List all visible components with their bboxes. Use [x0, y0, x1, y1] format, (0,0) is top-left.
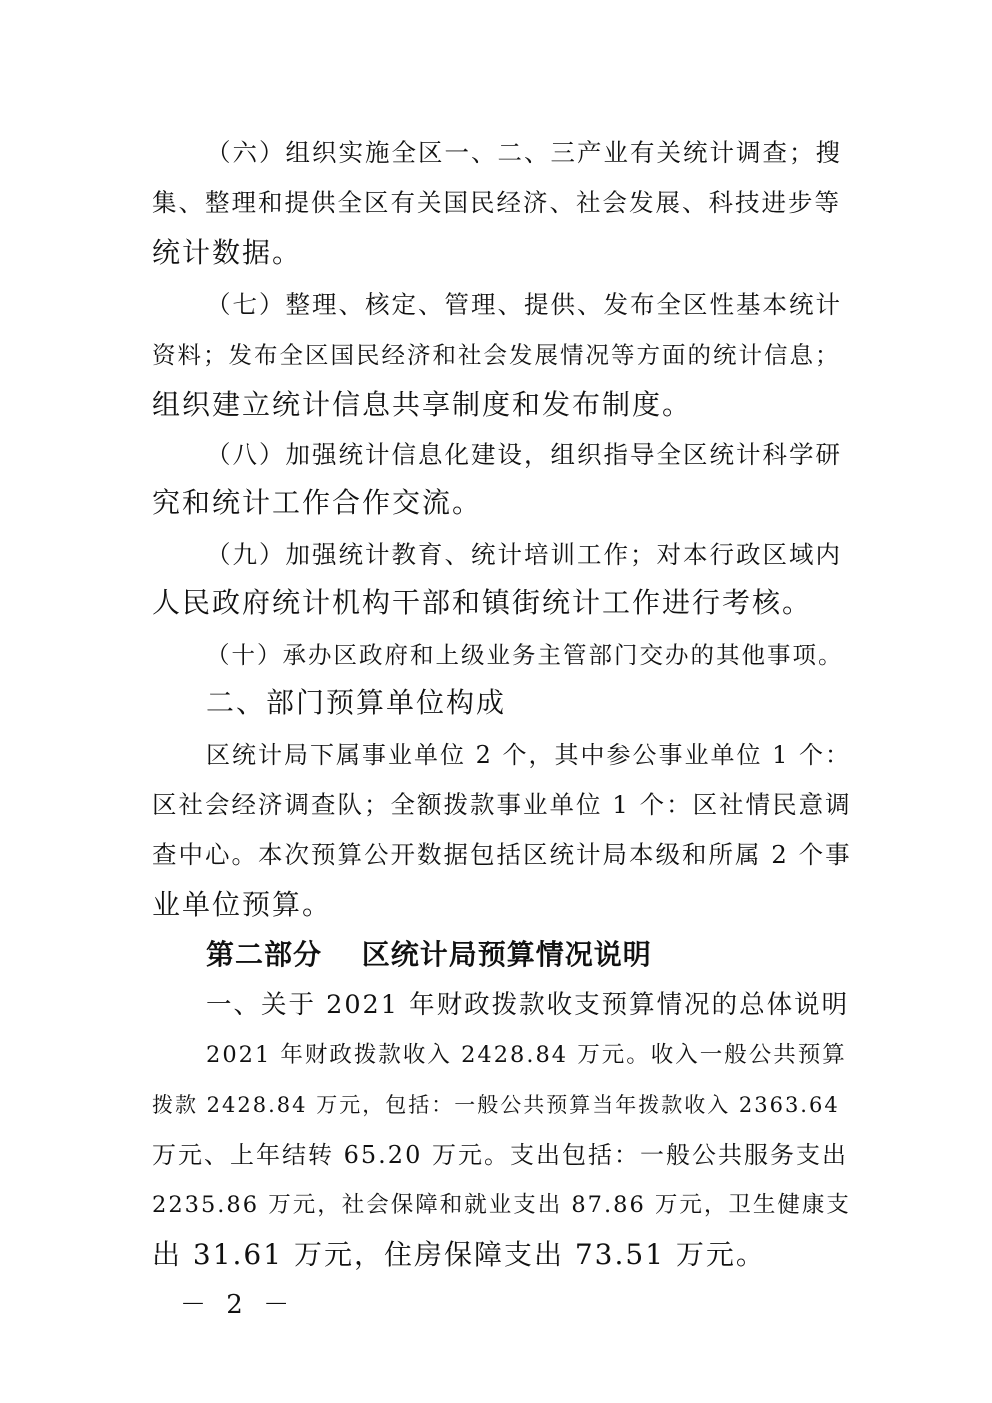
paragraph-line: （九）加强统计教育、统计培训工作；对本行政区域内 — [206, 540, 842, 569]
section-heading: 一、关于 2021 年财政拨款收支预算情况的总体说明 — [206, 990, 850, 1020]
paragraph-line: 查中心。本次预算公开数据包括区统计局本级和所属 2 个事 — [152, 840, 852, 869]
paragraph-line: （十）承办区政府和上级业务主管部门交办的其他事项。 — [206, 641, 844, 669]
paragraph-line: 人民政府统计机构干部和镇街统计工作进行考核。 — [152, 586, 813, 619]
paragraph-line: 出 31.61 万元，住房保障支出 73.51 万元。 — [152, 1238, 766, 1271]
paragraph-line: 2021 年财政拨款收入 2428.84 万元。收入一般公共预算 — [206, 1042, 847, 1068]
paragraph-line: 组织建立统计信息共享制度和发布制度。 — [152, 388, 693, 421]
paragraph-line: 万元、上年结转 65.20 万元。支出包括：一般公共服务支出 — [152, 1141, 848, 1169]
paragraph-line: 统计数据。 — [152, 236, 303, 269]
part-heading: 第二部分 区统计局预算情况说明 — [206, 938, 652, 971]
page-number: － 2 － — [180, 1290, 296, 1320]
paragraph-line: 资料；发布全区国民经济和社会发展情况等方面的统计信息； — [152, 341, 841, 369]
paragraph-line: 拨款 2428.84 万元，包括：一般公共预算当年拨款收入 2363.64 — [152, 1093, 840, 1117]
section-heading: 二、部门预算单位构成 — [206, 686, 507, 719]
paragraph-line: （六）组织实施全区一、二、三产业有关统计调查；搜 — [206, 138, 842, 167]
paragraph-line: 区统计局下属事业单位 2 个，其中参公事业单位 1 个： — [206, 741, 852, 769]
paragraph-line: （八）加强统计信息化建设，组织指导全区统计科学研 — [206, 440, 842, 469]
paragraph-line: 究和统计工作合作交流。 — [152, 486, 483, 519]
paragraph-line: 2235.86 万元，社会保障和就业支出 87.86 万元，卫生健康支 — [152, 1192, 851, 1218]
paragraph-line: （七）整理、核定、管理、提供、发布全区性基本统计 — [206, 290, 842, 319]
paragraph-line: 区社会经济调查队；全额拨款事业单位 1 个：区社情民意调 — [152, 790, 852, 819]
paragraph-line: 业单位预算。 — [152, 888, 333, 921]
paragraph-line: 集、整理和提供全区有关国民经济、社会发展、科技进步等 — [152, 188, 841, 217]
